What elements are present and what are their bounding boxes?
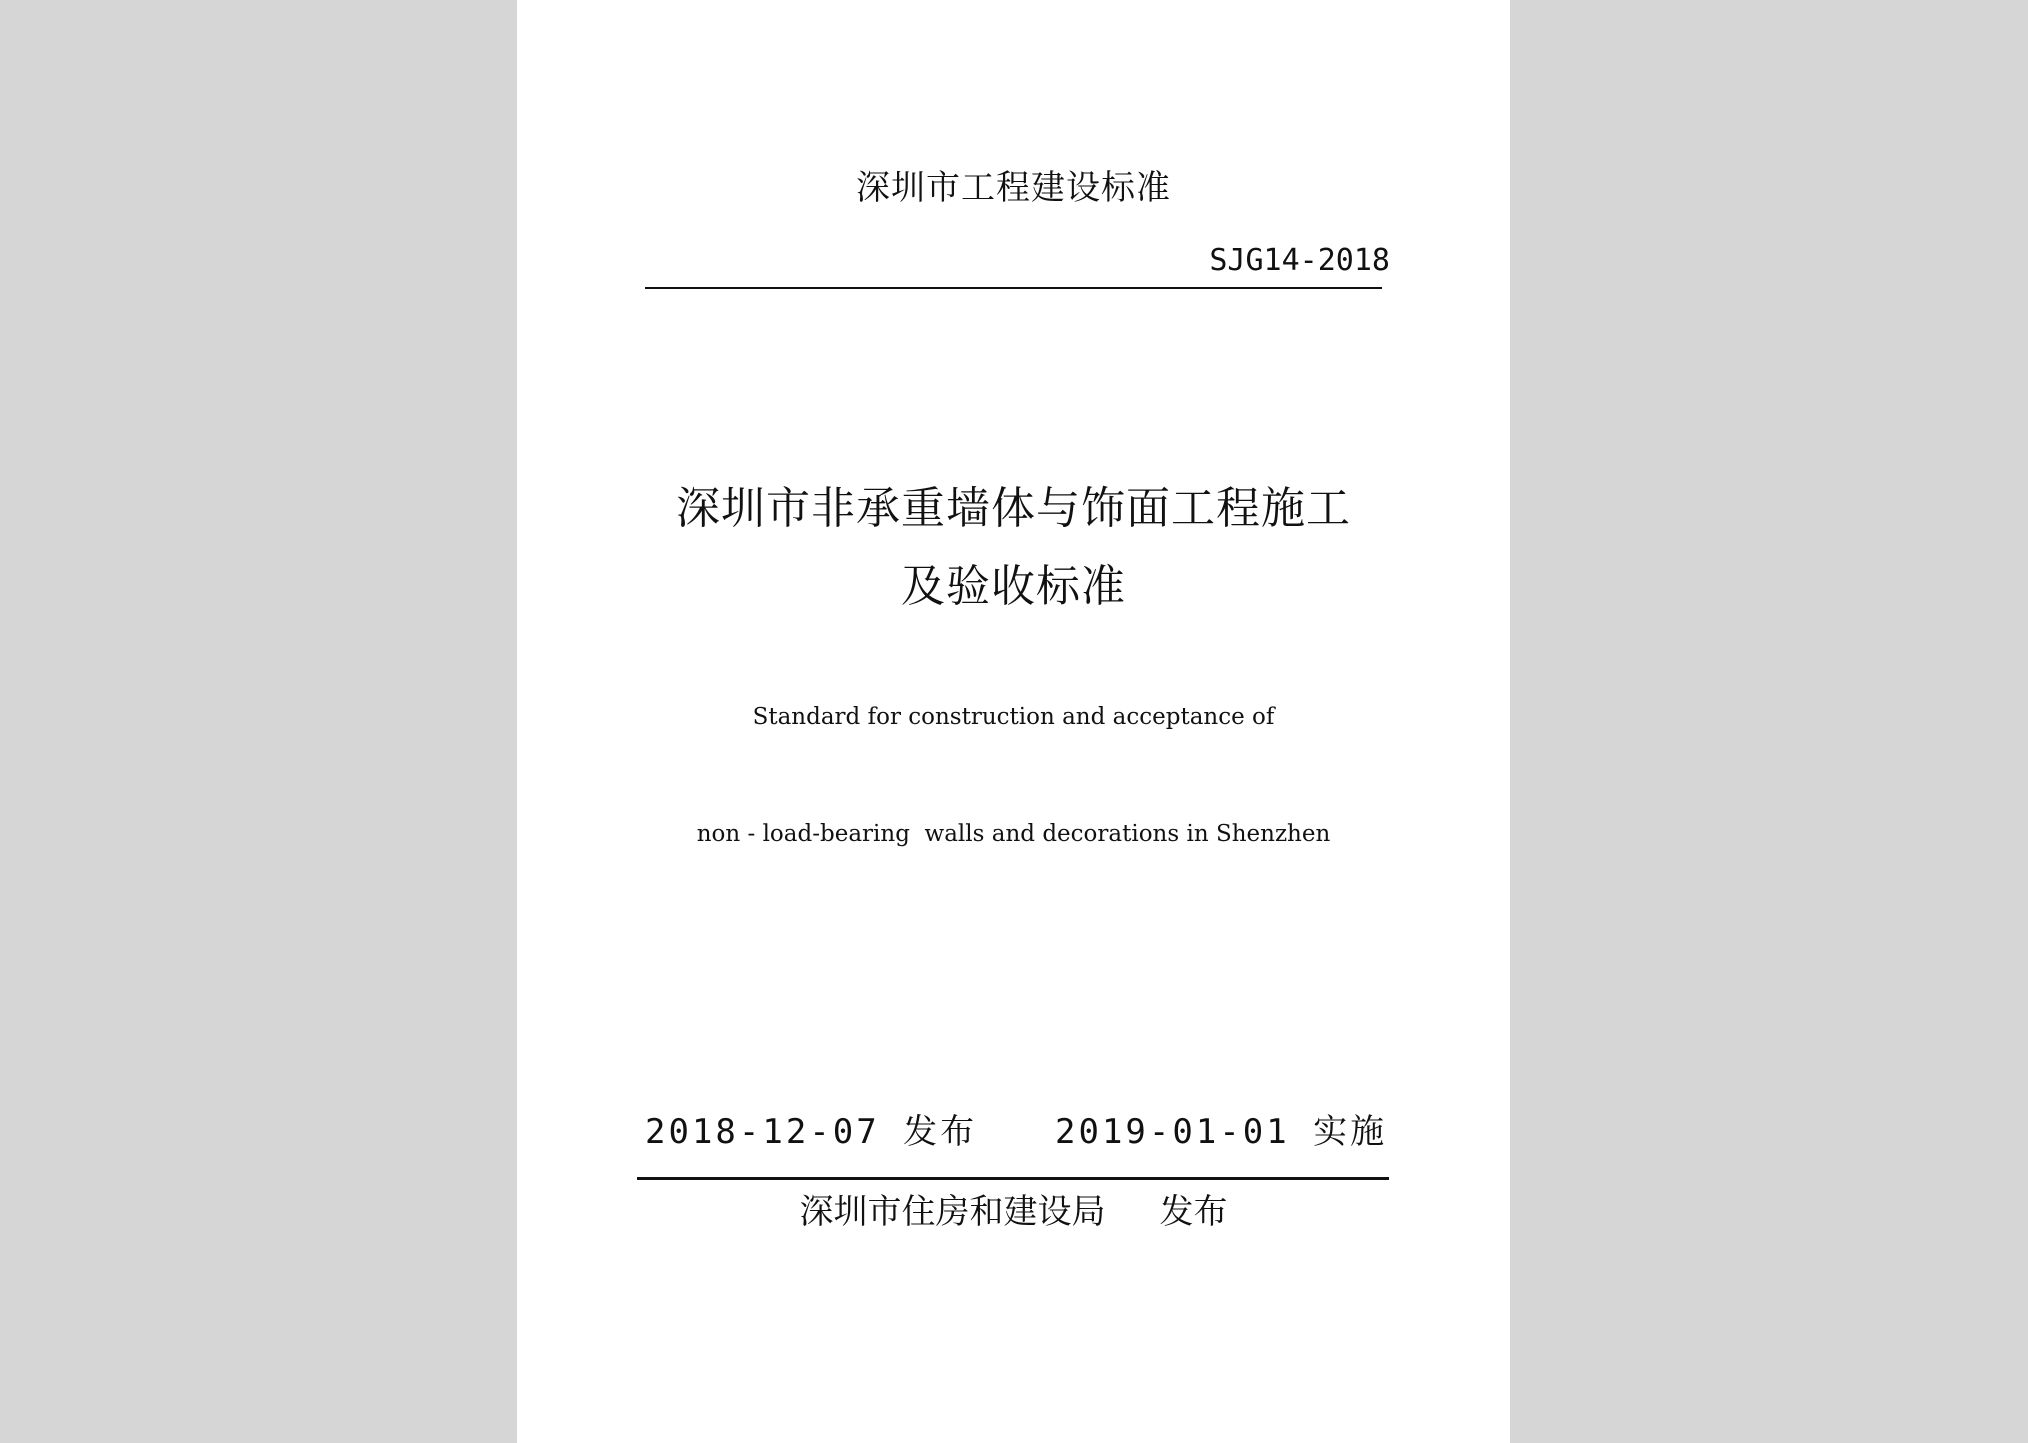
english-title-line-1: Standard for construction and acceptance of: [752, 704, 1275, 730]
chinese-title-line-1: 深圳市非承重墙体与饰面工程施工: [676, 483, 1351, 534]
bottom-divider: [637, 1177, 1389, 1180]
standard-code: SJG14-2018: [1209, 243, 1390, 278]
document-page: [517, 0, 1510, 1443]
english-title-line-2: non - load-bearing walls and decorations in Shenzhen: [696, 821, 1331, 847]
chinese-title-line-2: 及验收标准: [901, 561, 1126, 612]
series-title: 深圳市工程建设标准: [856, 168, 1171, 208]
chinese-title: [517, 470, 1510, 626]
top-divider: [645, 287, 1382, 289]
english-title: [517, 620, 1510, 932]
implement-date: 2019-01-01 实施: [1055, 1112, 1388, 1152]
publisher: 深圳市住房和建设局 发布: [799, 1192, 1228, 1232]
issue-date: 2018-12-07 发布: [645, 1112, 978, 1152]
